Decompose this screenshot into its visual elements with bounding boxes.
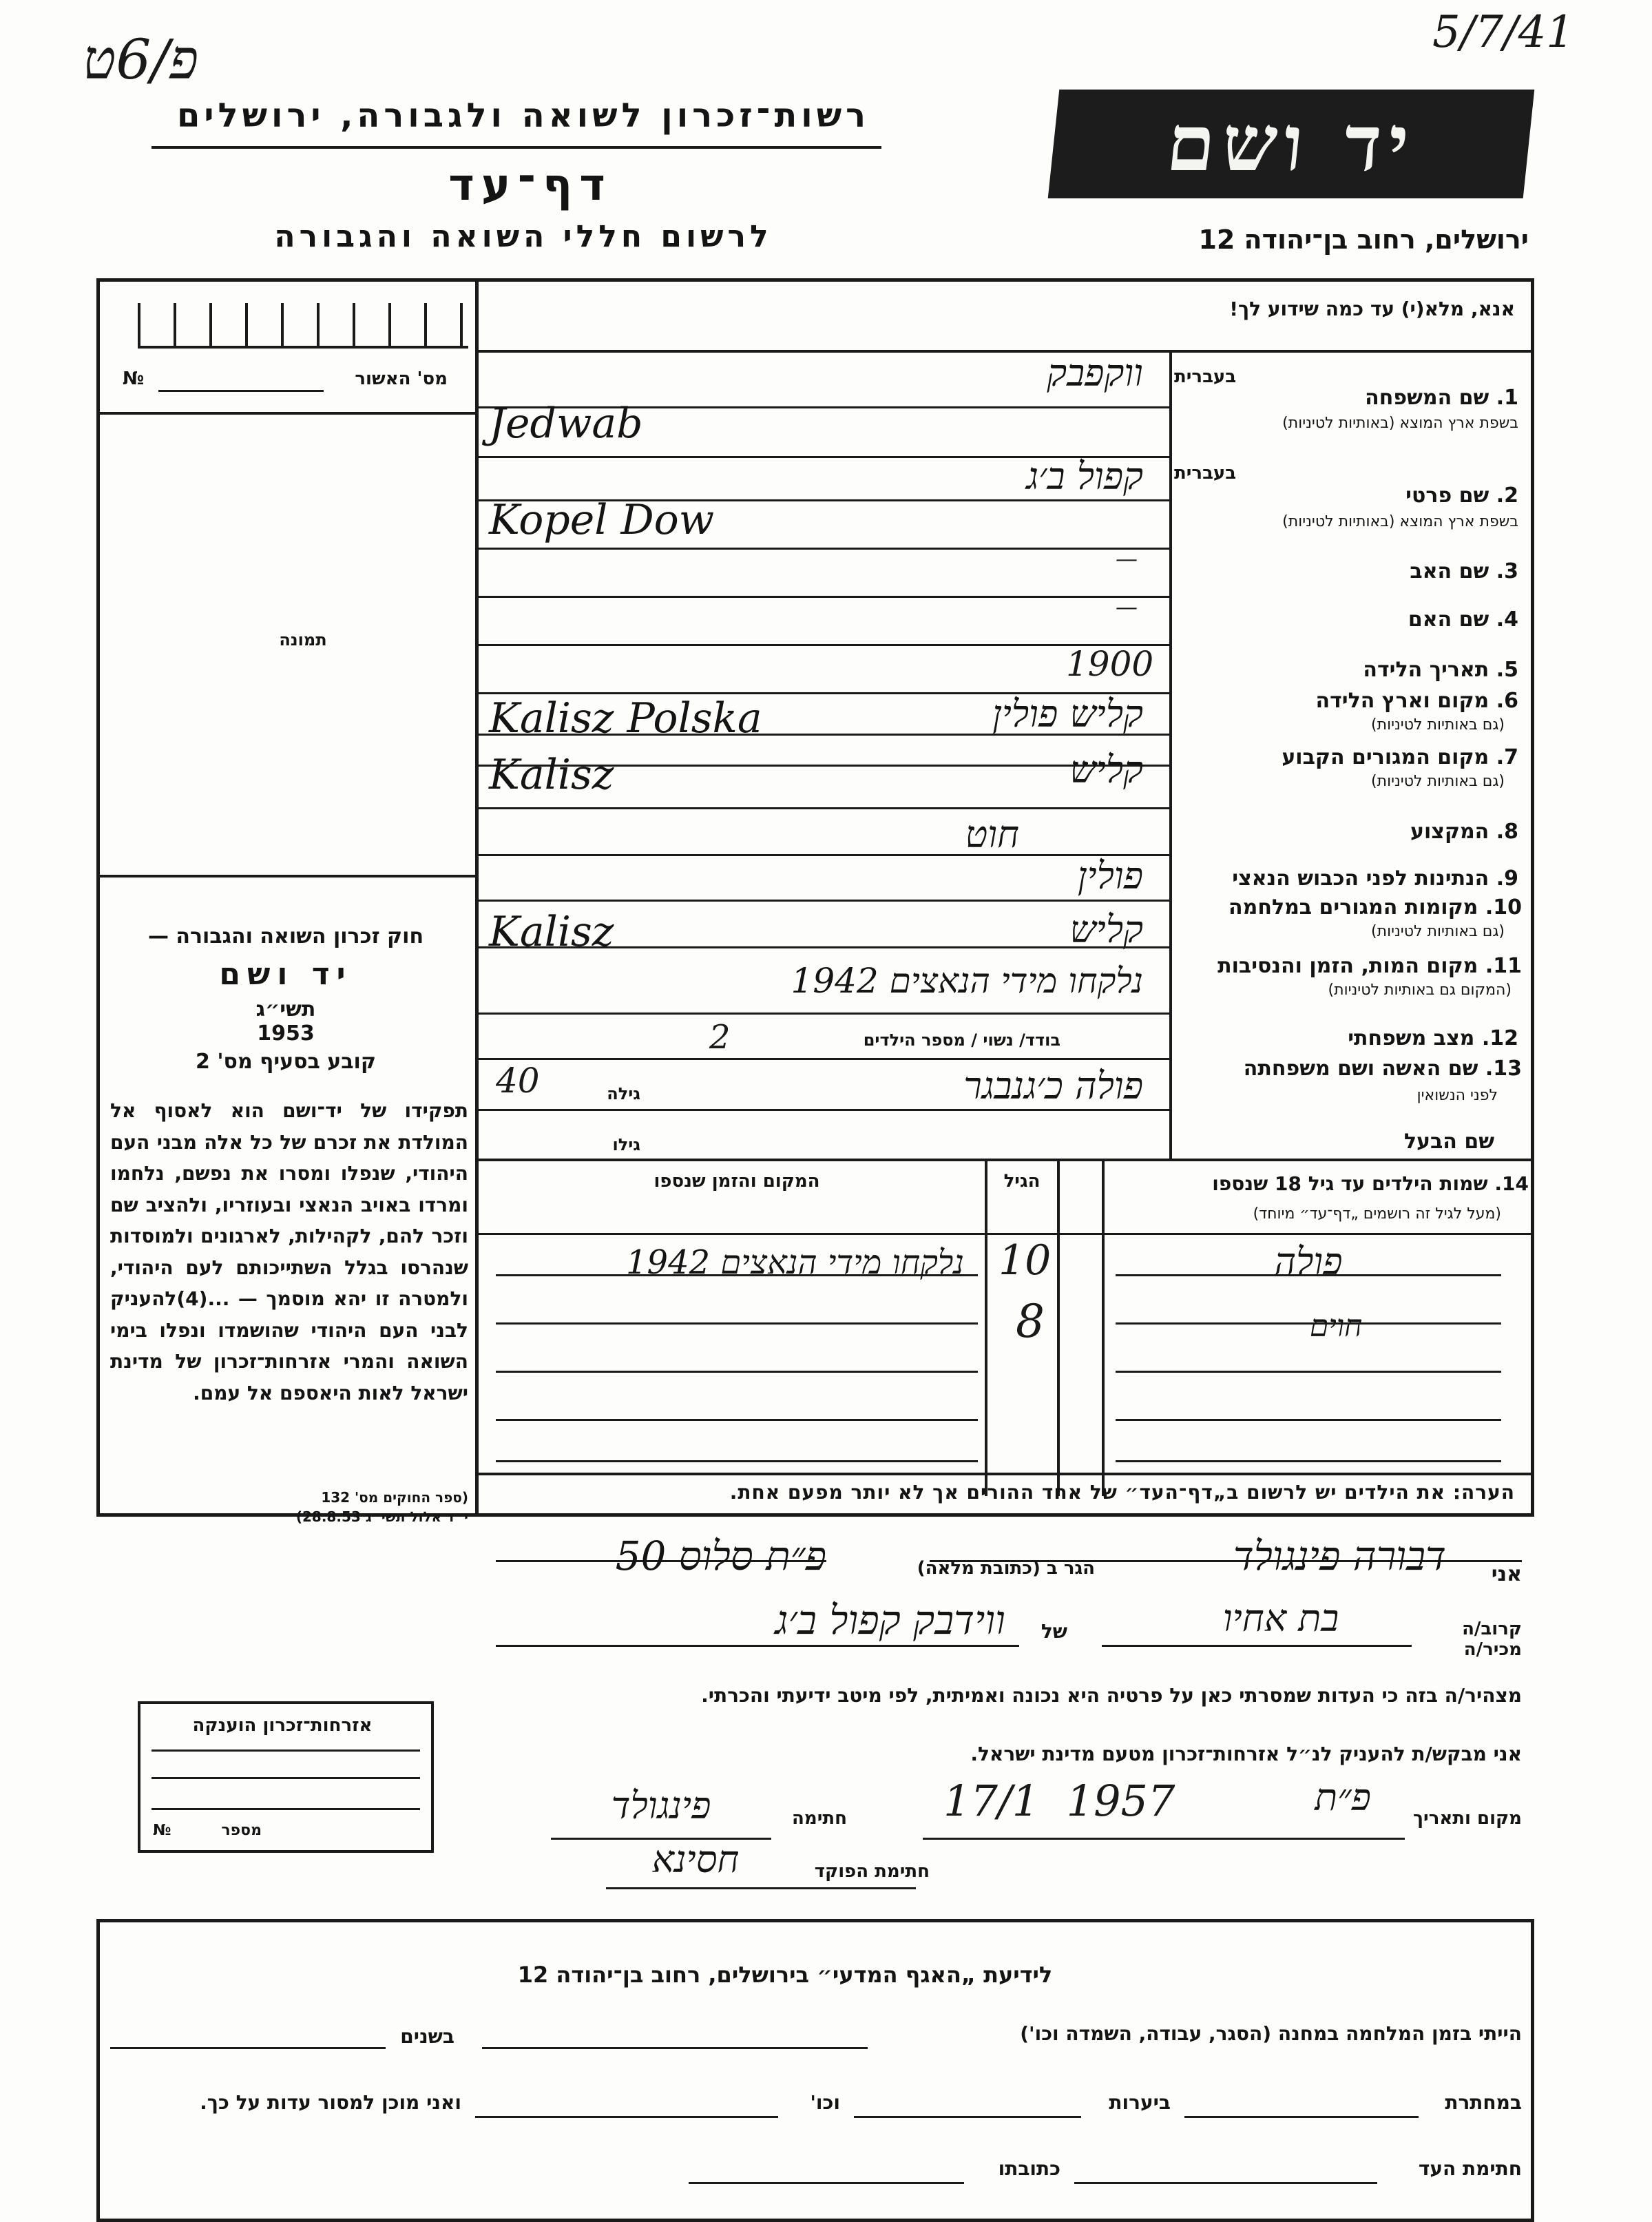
husband-label: שם הבעל [1403, 1130, 1494, 1154]
field-4-label: 4. שם האם [1408, 608, 1518, 632]
child-1-age: 10 [998, 1236, 1052, 1285]
field-13-age: 40 [496, 1061, 540, 1101]
field-11-value: נלקחו מידי הנאצים 1942 [791, 961, 1143, 1001]
bottom-line2-c: וכו' [810, 2091, 840, 2114]
field-4-value: — [1116, 594, 1138, 620]
bottom-line3-a: חתימת העד [1418, 2157, 1522, 2180]
child-2-age: 8 [1016, 1295, 1045, 1348]
form-title: דף־עד [448, 160, 612, 211]
law-title: חוק זכרון השואה והגבורה — [147, 924, 424, 948]
decl-officer: חסינא [651, 1838, 740, 1881]
field-1-value-lat: Jedwab [489, 399, 643, 448]
decl-of-label: של [1041, 1620, 1067, 1643]
bottom-line2-d: ואני מוכן למסור עדות על כך. [200, 2091, 461, 2114]
child-1-name: פולה [1274, 1240, 1343, 1283]
bottom-title: לידיעת „האגף המדעי״ בירושלים, רחוב בן־יהודה 12 [517, 1962, 1053, 1988]
field-6-sub: (גם באותיות לטיניות) [1371, 716, 1505, 734]
field-13-value: פולה כ׳גנבגר [963, 1064, 1143, 1108]
address: ירושלים, רחוב בן־יהודה 12 [1198, 225, 1529, 255]
field-12-value: 2 [709, 1018, 731, 1057]
field-13-age-label: גילה [607, 1084, 640, 1103]
field-7-value-he: קליש [1069, 748, 1143, 791]
field-9-label: 9. הנתינות לפני הכבוש הנאצי [1232, 866, 1518, 891]
field-11-label: 11. מקום המות, הזמן והנסיבות [1217, 954, 1522, 978]
bottom-line1-a: הייתי בזמן המלחמה במחנה (הסגר, עבודה, השמדה וכו') [1020, 2022, 1522, 2045]
decl-name: דבורה פינגולד [1233, 1533, 1446, 1579]
law-footer-1: (ספר החוקים מס' 132 [321, 1489, 468, 1506]
field-12-printed: בודד/ נשוי / מספר הילדים [863, 1030, 1060, 1050]
law-year: 1953 [257, 1021, 315, 1046]
bottom-line2-a: במחתרת [1445, 2091, 1522, 2114]
bottom-line1-b: בשנים [400, 2025, 454, 2048]
decl-i-label: אני [1491, 1562, 1522, 1586]
law-block [110, 924, 461, 1074]
decl-relative-label: קרוב/ה מכיר/ה [1462, 1619, 1522, 1660]
field-1-he-tag: בעברית [1174, 366, 1237, 387]
field-10-label: 10. מקומות המגורים במלחמה [1228, 895, 1522, 920]
decl-relation: בת אחיו [1222, 1597, 1339, 1640]
field-11-sub: (המקום גם באותיות לטיניות) [1328, 982, 1512, 999]
field-10-sub: (גם באותיות לטיניות) [1371, 923, 1505, 940]
field-7-value-lat: Kalisz [489, 751, 614, 799]
law-text: תפקידו של יד־ושם הוא לאסוף אל המולדת את זכרם של כל אלה מבני העם היהודי, שנפלו ומסרו את נפשם, נלחמו ומרדו באויב הנאצי ובעוזריו, ולהציב שם וזכר להם, לקהילות, לארגונים ולמוסדות שנהרסו בגלל השתייכותם לעם היהודי, ולמטרה זו יהא מוסמך — ...(4)להעניק לבני העם היהודי שהושמדו ונפלו בימי השואה והמרי אזרחות־זכרון של מדינת ישראל לאות היאספם אל עמם. [110, 1099, 468, 1404]
field-5-label: 5. תאריך הלידה [1363, 658, 1518, 682]
bottom-line2-b: ביערות [1109, 2091, 1171, 2114]
archive-mark-left: פ/6ט [83, 28, 199, 92]
field-3-label: 3. שם האב [1410, 559, 1518, 583]
approval-label: מס' האשור [355, 368, 448, 389]
field-2-sub: בשפת ארץ המוצא (באותיות לטיניות) [1282, 513, 1518, 530]
decl-officer-label: חתימת הפוקד [814, 1861, 930, 1882]
field-6-value-he: קליש פולין [992, 692, 1143, 736]
field-7-label: 7. מקום המגורים הקבוע [1282, 745, 1518, 769]
field-3-value: — [1116, 546, 1138, 572]
field-10-value-he: קליש [1069, 908, 1143, 951]
field-13-sub: לפני הנשואין [1416, 1087, 1498, 1104]
children-sub: (מעל לגיל זה רושמים „דף־עד״ מיוחד) [1253, 1205, 1501, 1223]
decl-place-date-label: מקום ותאריך [1413, 1808, 1522, 1829]
field-5-value: 1900 [1066, 644, 1154, 684]
decl-address: פ״ת סלוס 50 [615, 1533, 826, 1579]
decl-date: 17/1 1957 [943, 1776, 1175, 1826]
logo-text: יד ושם [1162, 98, 1420, 189]
children-col-place: המקום והזמן שנספו [654, 1171, 820, 1192]
law-year-he: תשי״ג [255, 997, 316, 1021]
instruction: אנא, מלא(י) עד כמה שידוע לך! [1229, 298, 1515, 320]
law-footer-2: י״ד אלול תשי״ג 28.8.53) [295, 1508, 468, 1525]
field-2-he-tag: בעברית [1174, 463, 1237, 484]
photo-label: תמונה [279, 630, 327, 650]
field-1-label: 1. שם המשפחה [1365, 386, 1518, 410]
children-label: 14. שמות הילדים עד גיל 18 שנספו [1212, 1172, 1529, 1195]
child-2-name: חוים [1309, 1309, 1363, 1344]
decl-place: פ״ת [1315, 1776, 1371, 1819]
org-line: רשות־זכרון לשואה ולגבורה, ירושלים [176, 96, 870, 135]
husband-age-label: גילו [612, 1135, 640, 1154]
decl-statement: מצהיר/ה בזה כי העדות שמסרתי כאן על פרטיה היא נכונה ואמיתית, לפי מיטב ידיעתי והכרתי. [701, 1684, 1522, 1707]
approval-mark: № [123, 368, 145, 389]
decl-resides-label: הגר ב (כתובת מלאה) [917, 1558, 1095, 1579]
children-col-age: הגיל [1003, 1171, 1041, 1192]
decl-request: אני מבקש/ת להעניק לנ״ל אזרחות־זכרון מטעם מדינת ישראל. [970, 1743, 1522, 1765]
field-13-label: 13. שם האשה ושם משפחתה [1243, 1057, 1522, 1081]
bottom-line3-b: כתובתו [998, 2157, 1060, 2180]
yad-vashem-logo [1048, 90, 1535, 198]
field-2-label: 2. שם פרטי [1405, 484, 1518, 508]
children-note: הערה: את הילדים יש לרשום ב„דף־העד״ של אחד ההורים אך לא יותר מפעם אחת. [729, 1481, 1515, 1504]
decl-signature: פינגולד [611, 1784, 711, 1827]
field-6-label: 6. מקום וארץ הלידה [1315, 689, 1518, 713]
field-6-value-lat: Kalisz Polska [489, 694, 762, 743]
memorial-title: אזרחות־זכרון הוענקה [192, 1715, 373, 1736]
decl-of-name: ווידבק קפול ב׳ג [775, 1597, 1005, 1643]
field-8-label: 8. המקצוע [1410, 820, 1518, 844]
law-name: יד ושם [219, 957, 353, 992]
field-7-sub: (גם באותיות לטיניות) [1371, 773, 1505, 790]
field-1-value-he: ווקפבק [1047, 351, 1143, 395]
field-1-sub: בשפת ארץ המוצא (באותיות לטיניות) [1282, 415, 1518, 432]
field-10-value-lat: Kalisz [489, 908, 614, 956]
field-12-label: 12. מצב משפחתי [1348, 1026, 1518, 1050]
memorial-no-mark: № [153, 1822, 171, 1839]
field-9-value: פולין [1077, 854, 1143, 897]
decl-signature-label: חתימה [792, 1808, 847, 1829]
field-2-value-he: קפול ב׳ג [1026, 455, 1143, 498]
law-clause: קובע בסעיף מס' 2 [196, 1050, 376, 1074]
archive-number-right: 5/7/41 [1432, 7, 1574, 58]
field-2-value-lat: Kopel Dow [489, 496, 715, 544]
field-8-value: חוט [965, 813, 1019, 856]
child-1-place: נלקחו מידי הנאצים 1942 [626, 1243, 964, 1282]
sidebar-tick-row [138, 303, 468, 349]
memorial-no-label: מספר [221, 1822, 262, 1839]
form-subtitle: לרשום חללי השואה והגבורה [274, 219, 773, 254]
